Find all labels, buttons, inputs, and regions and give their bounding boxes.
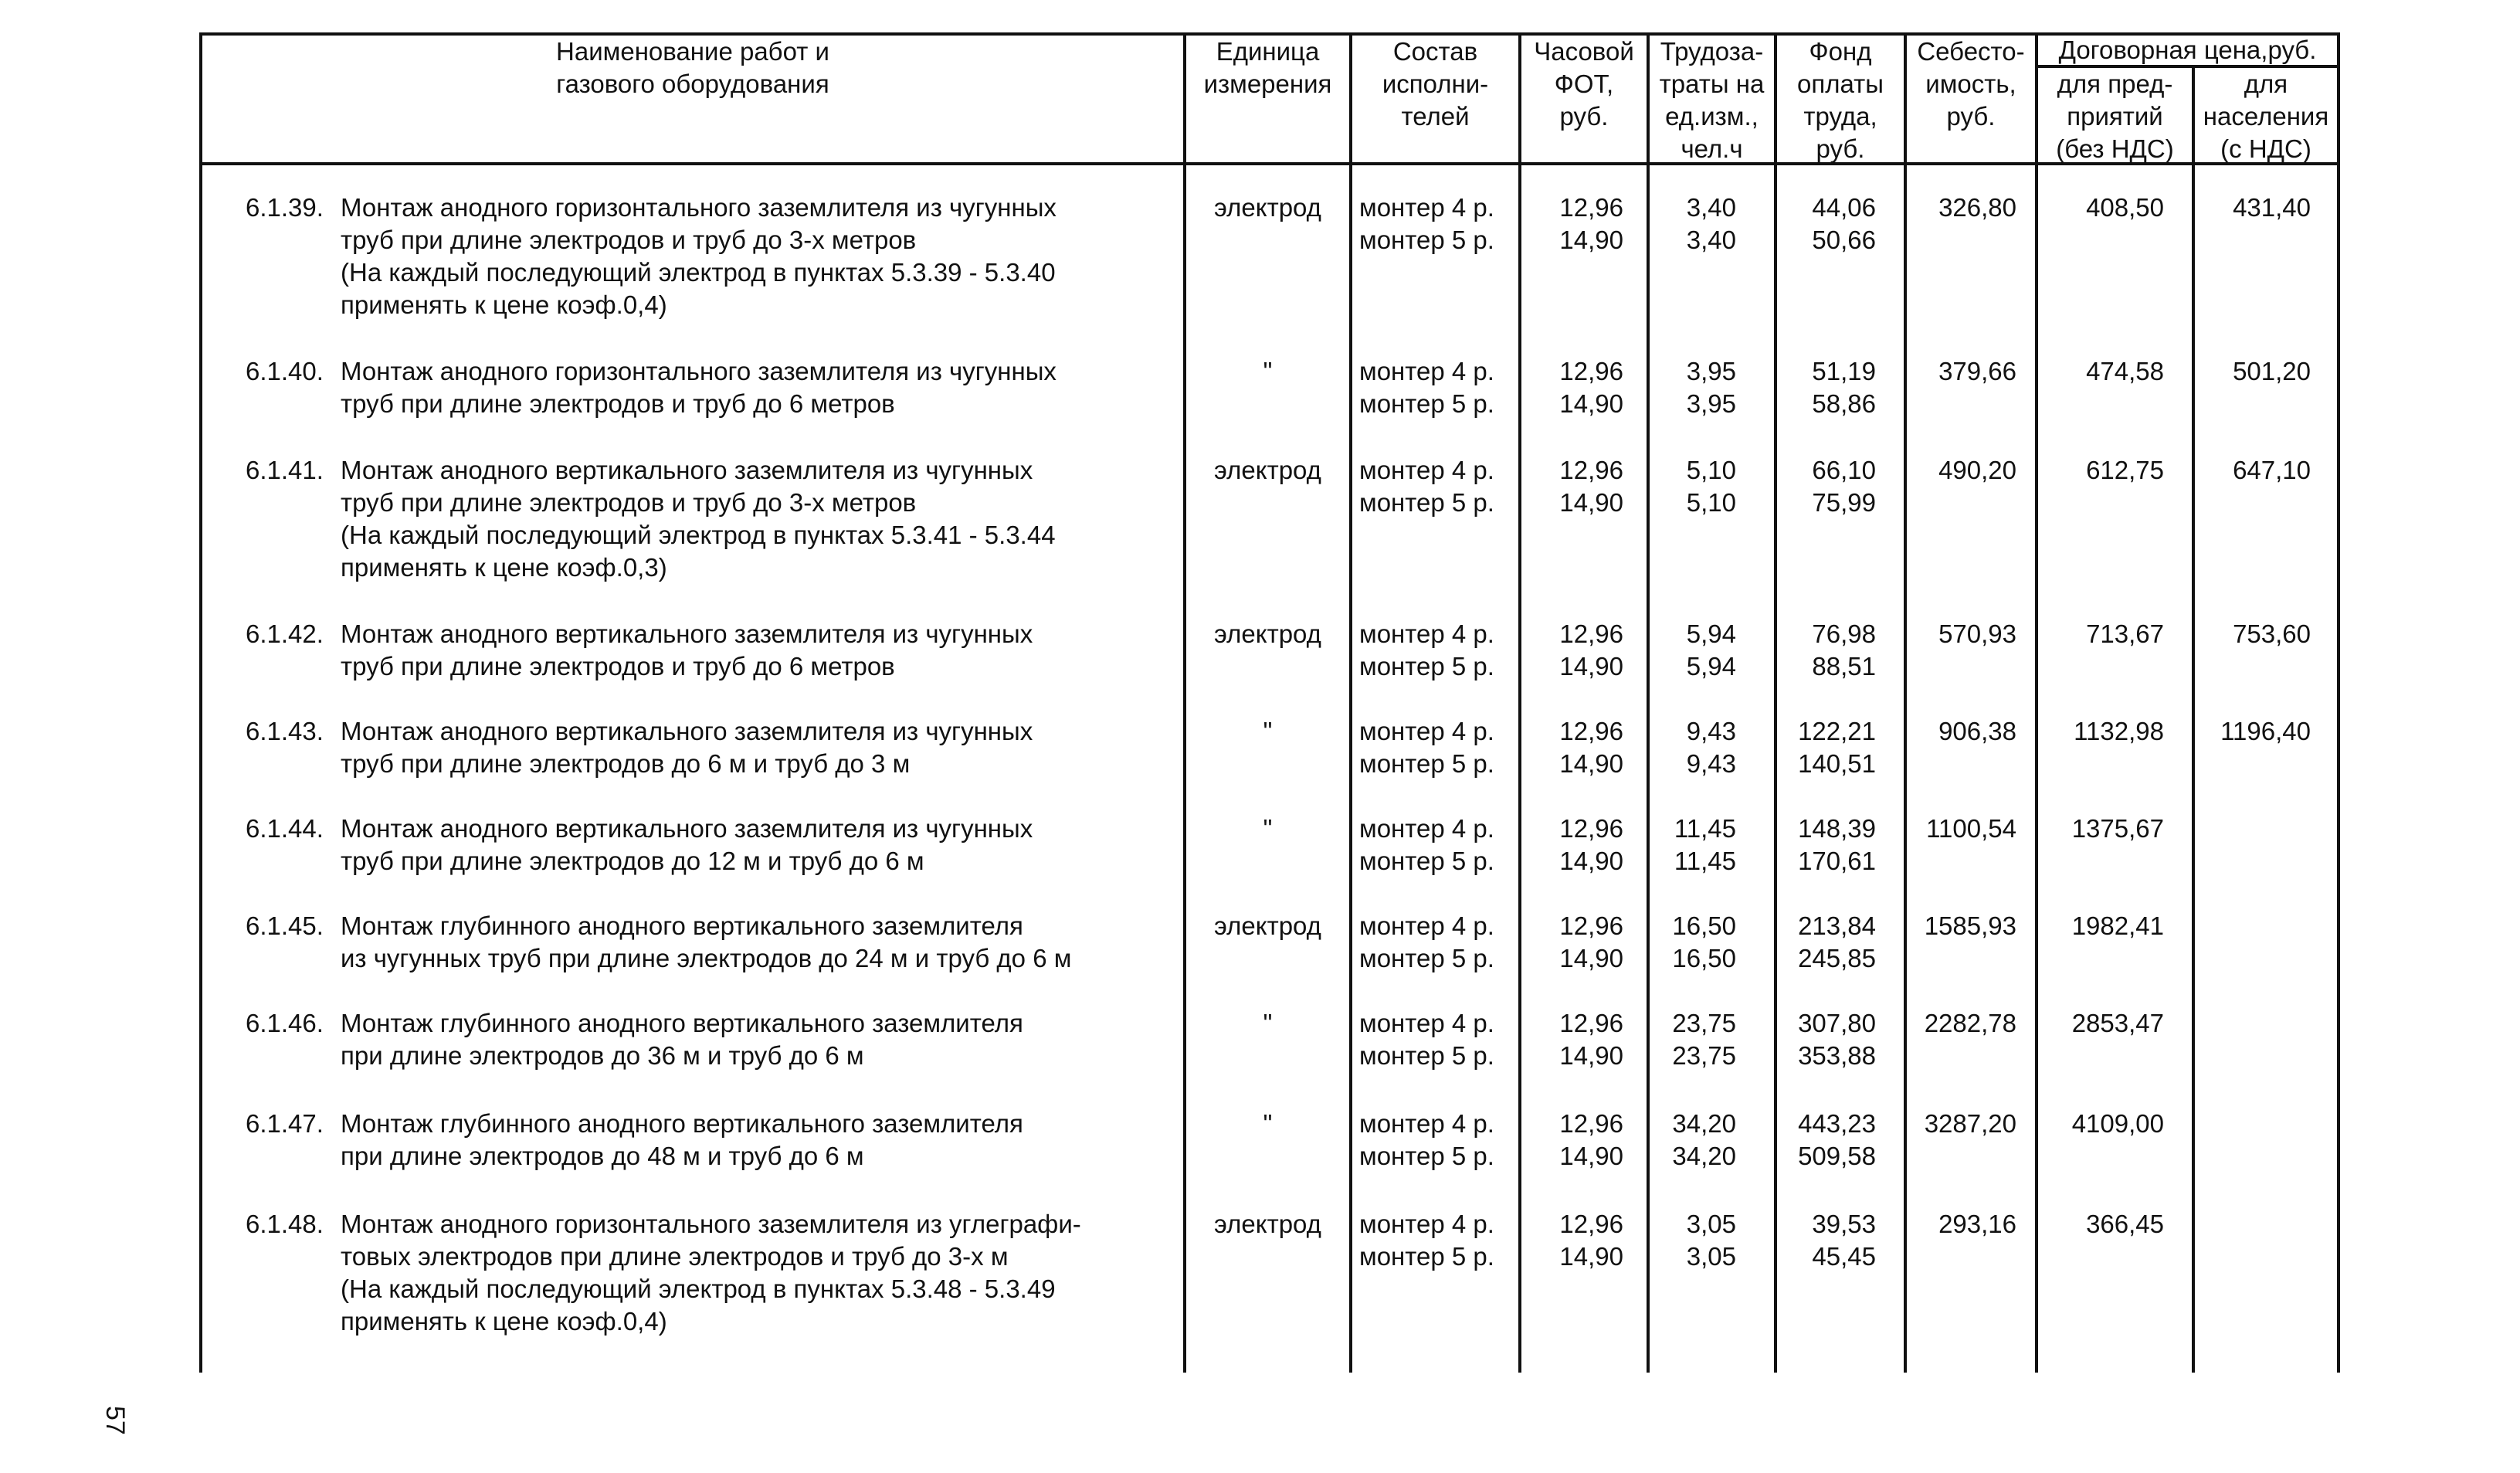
cell-num: 6.1.45. bbox=[246, 911, 324, 940]
cell-fund: 66,10 75,99 bbox=[1812, 456, 1876, 517]
cell-unit: " bbox=[1263, 357, 1273, 385]
cell-fund: 307,80 353,88 bbox=[1798, 1009, 1876, 1070]
cell-ent: 408,50 bbox=[2086, 193, 2164, 222]
cell-pop: 647,10 bbox=[2233, 456, 2311, 484]
cell-team: монтер 4 р. монтер 5 р. bbox=[1359, 717, 1494, 778]
col-divider bbox=[2035, 32, 2038, 1373]
cell-ent: 1982,41 bbox=[2071, 911, 2164, 940]
cell-fund: 148,39 170,61 bbox=[1798, 814, 1876, 875]
cell-num: 6.1.47. bbox=[246, 1109, 324, 1138]
cell-pop: 753,60 bbox=[2233, 619, 2311, 648]
cell-cost: 906,38 bbox=[1938, 717, 2016, 745]
cell-num: 6.1.39. bbox=[246, 193, 324, 222]
cell-unit: электрод bbox=[1214, 1210, 1321, 1238]
cell-fot: 12,96 14,90 bbox=[1559, 193, 1623, 254]
cell-labor: 5,94 5,94 bbox=[1686, 619, 1736, 680]
col-divider bbox=[1904, 32, 1907, 1373]
cell-labor: 3,40 3,40 bbox=[1686, 193, 1736, 254]
cell-desc: Монтаж глубинного анодного вертикального заземлителя при длине электродов до 36 м и труб до 6 м bbox=[341, 1009, 1023, 1070]
cell-cost: 570,93 bbox=[1938, 619, 2016, 648]
cell-cost: 1100,54 bbox=[1926, 814, 2016, 843]
cell-ent: 366,45 bbox=[2086, 1210, 2164, 1238]
header-cost: Себесто- имость, руб. bbox=[1917, 37, 2025, 131]
header-enterprise-price: для пред- приятий (без НДС) bbox=[2056, 70, 2174, 163]
cell-pop: 431,40 bbox=[2233, 193, 2311, 222]
cell-ent: 4109,00 bbox=[2071, 1109, 2164, 1138]
header-name: Наименование работ и газового оборудования bbox=[556, 37, 829, 98]
cell-ent: 474,58 bbox=[2086, 357, 2164, 385]
cell-ent: 1375,67 bbox=[2071, 814, 2164, 843]
cell-team: монтер 4 р. монтер 5 р. bbox=[1359, 619, 1494, 680]
cell-desc: Монтаж глубинного анодного вертикального заземлителя из чугунных труб при длине электродов до 24 м и труб до 6 м bbox=[341, 911, 1072, 972]
cell-desc: Монтаж анодного вертикального заземлителя из чугунных труб при длине электродов до 6 м и труб до 3 м bbox=[341, 717, 1033, 778]
cell-cost: 326,80 bbox=[1938, 193, 2016, 222]
page-number: 57 bbox=[100, 1406, 130, 1435]
cell-num: 6.1.41. bbox=[246, 456, 324, 484]
header-fund: Фонд оплаты труда, руб. bbox=[1797, 37, 1884, 163]
cell-labor: 3,95 3,95 bbox=[1686, 357, 1736, 418]
header-bottom-border bbox=[199, 162, 2340, 165]
cell-desc: Монтаж анодного вертикального заземлителя из чугунных труб при длине электродов до 12 м и труб до 6 м bbox=[341, 814, 1033, 875]
header-labor: Трудоза- траты на ед.изм., чел.ч bbox=[1659, 37, 1765, 163]
cell-fund: 44,06 50,66 bbox=[1812, 193, 1876, 254]
cell-ent: 713,67 bbox=[2086, 619, 2164, 648]
header-team: Состав исполни- телей bbox=[1382, 37, 1489, 131]
cell-fot: 12,96 14,90 bbox=[1559, 456, 1623, 517]
cell-cost: 1585,93 bbox=[1924, 911, 2016, 940]
cell-desc: Монтаж глубинного анодного вертикального заземлителя при длине электродов до 48 м и труб до 6 м bbox=[341, 1109, 1023, 1170]
cell-pop: 501,20 bbox=[2233, 357, 2311, 385]
cell-desc: Монтаж анодного вертикального заземлителя из чугунных труб при длине электродов и труб до 6 метров bbox=[341, 619, 1033, 680]
cell-ent: 2853,47 bbox=[2071, 1009, 2164, 1037]
cell-labor: 34,20 34,20 bbox=[1672, 1109, 1736, 1170]
cell-fund: 122,21 140,51 bbox=[1798, 717, 1876, 778]
cell-desc: Монтаж анодного горизонтального заземлителя из чугунных труб при длине электродов и труб до 6 метров bbox=[341, 357, 1057, 418]
cell-cost: 3287,20 bbox=[1924, 1109, 2016, 1138]
col-divider bbox=[2337, 32, 2340, 1373]
cell-unit: электрод bbox=[1214, 193, 1321, 222]
header-unit: Единица измерения bbox=[1203, 37, 1332, 98]
cell-fot: 12,96 14,90 bbox=[1559, 357, 1623, 418]
cell-labor: 9,43 9,43 bbox=[1686, 717, 1736, 778]
cell-fund: 51,19 58,86 bbox=[1812, 357, 1876, 418]
cell-pop: 1196,40 bbox=[2220, 717, 2311, 745]
cell-fot: 12,96 14,90 bbox=[1559, 717, 1623, 778]
cell-num: 6.1.40. bbox=[246, 357, 324, 385]
cell-cost: 490,20 bbox=[1938, 456, 2016, 484]
header-fot: Часовой ФОТ, руб. bbox=[1534, 37, 1634, 131]
cell-unit: " bbox=[1263, 717, 1273, 745]
cell-fund: 76,98 88,51 bbox=[1812, 619, 1876, 680]
cell-fot: 12,96 14,90 bbox=[1559, 1210, 1623, 1271]
cell-fund: 213,84 245,85 bbox=[1798, 911, 1876, 972]
cell-team: монтер 4 р. монтер 5 р. bbox=[1359, 357, 1494, 418]
header-contract-price: Договорная цена,руб. bbox=[2058, 36, 2317, 64]
col-divider bbox=[1183, 32, 1186, 1373]
cell-num: 6.1.44. bbox=[246, 814, 324, 843]
cell-num: 6.1.46. bbox=[246, 1009, 324, 1037]
col-divider bbox=[199, 32, 202, 1373]
cell-unit: " bbox=[1263, 814, 1273, 843]
cell-num: 6.1.43. bbox=[246, 717, 324, 745]
cell-fot: 12,96 14,90 bbox=[1559, 1009, 1623, 1070]
cell-labor: 5,10 5,10 bbox=[1686, 456, 1736, 517]
cell-unit: " bbox=[1263, 1009, 1273, 1037]
cell-fot: 12,96 14,90 bbox=[1559, 1109, 1623, 1170]
cell-ent: 1132,98 bbox=[2074, 717, 2164, 745]
cell-unit: " bbox=[1263, 1109, 1273, 1138]
cell-num: 6.1.42. bbox=[246, 619, 324, 648]
cell-fund: 443,23 509,58 bbox=[1798, 1109, 1876, 1170]
cell-fund: 39,53 45,45 bbox=[1812, 1210, 1876, 1271]
cell-cost: 2282,78 bbox=[1924, 1009, 2016, 1037]
cell-cost: 379,66 bbox=[1938, 357, 2016, 385]
cell-fot: 12,96 14,90 bbox=[1559, 619, 1623, 680]
cell-team: монтер 4 р. монтер 5 р. bbox=[1359, 814, 1494, 875]
cell-team: монтер 4 р. монтер 5 р. bbox=[1359, 1109, 1494, 1170]
cell-ent: 612,75 bbox=[2086, 456, 2164, 484]
cell-unit: электрод bbox=[1214, 619, 1321, 648]
col-divider bbox=[1349, 32, 1352, 1373]
cell-desc: Монтаж анодного вертикального заземлителя из чугунных труб при длине электродов и труб до 3-х метров (На каждый последующий электрод в пунктах 5.3.41 - 5.3.44 применять к цене коэф.0,3) bbox=[341, 456, 1056, 582]
cell-labor: 3,05 3,05 bbox=[1686, 1210, 1736, 1271]
cell-team: монтер 4 р. монтер 5 р. bbox=[1359, 1009, 1494, 1070]
cell-labor: 16,50 16,50 bbox=[1672, 911, 1736, 972]
cell-fot: 12,96 14,90 bbox=[1559, 814, 1623, 875]
cell-desc: Монтаж анодного горизонтального заземлителя из углеграфи- товых электродов при длине электродов и труб до 3-х м (На каждый последующий электрод в пунктах 5.3.48 - 5.3.49 применять к цене коэф.0,4) bbox=[341, 1210, 1081, 1336]
cell-team: монтер 4 р. монтер 5 р. bbox=[1359, 456, 1494, 517]
cell-labor: 11,45 11,45 bbox=[1674, 814, 1736, 875]
cell-num: 6.1.48. bbox=[246, 1210, 324, 1238]
cell-fot: 12,96 14,90 bbox=[1559, 911, 1623, 972]
cell-team: монтер 4 р. монтер 5 р. bbox=[1359, 193, 1494, 254]
cell-desc: Монтаж анодного горизонтального заземлителя из чугунных труб при длине электродов и труб до 3-х метров (На каждый последующий электрод в пунктах 5.3.39 - 5.3.40 применять к цене коэф.0,4) bbox=[341, 193, 1057, 319]
cell-unit: электрод bbox=[1214, 911, 1321, 940]
cell-team: монтер 4 р. монтер 5 р. bbox=[1359, 911, 1494, 972]
header-population-price: для населения (с НДС) bbox=[2203, 70, 2329, 163]
cell-cost: 293,16 bbox=[1938, 1210, 2016, 1238]
cell-unit: электрод bbox=[1214, 456, 1321, 484]
cell-team: монтер 4 р. монтер 5 р. bbox=[1359, 1210, 1494, 1271]
cell-labor: 23,75 23,75 bbox=[1672, 1009, 1736, 1070]
